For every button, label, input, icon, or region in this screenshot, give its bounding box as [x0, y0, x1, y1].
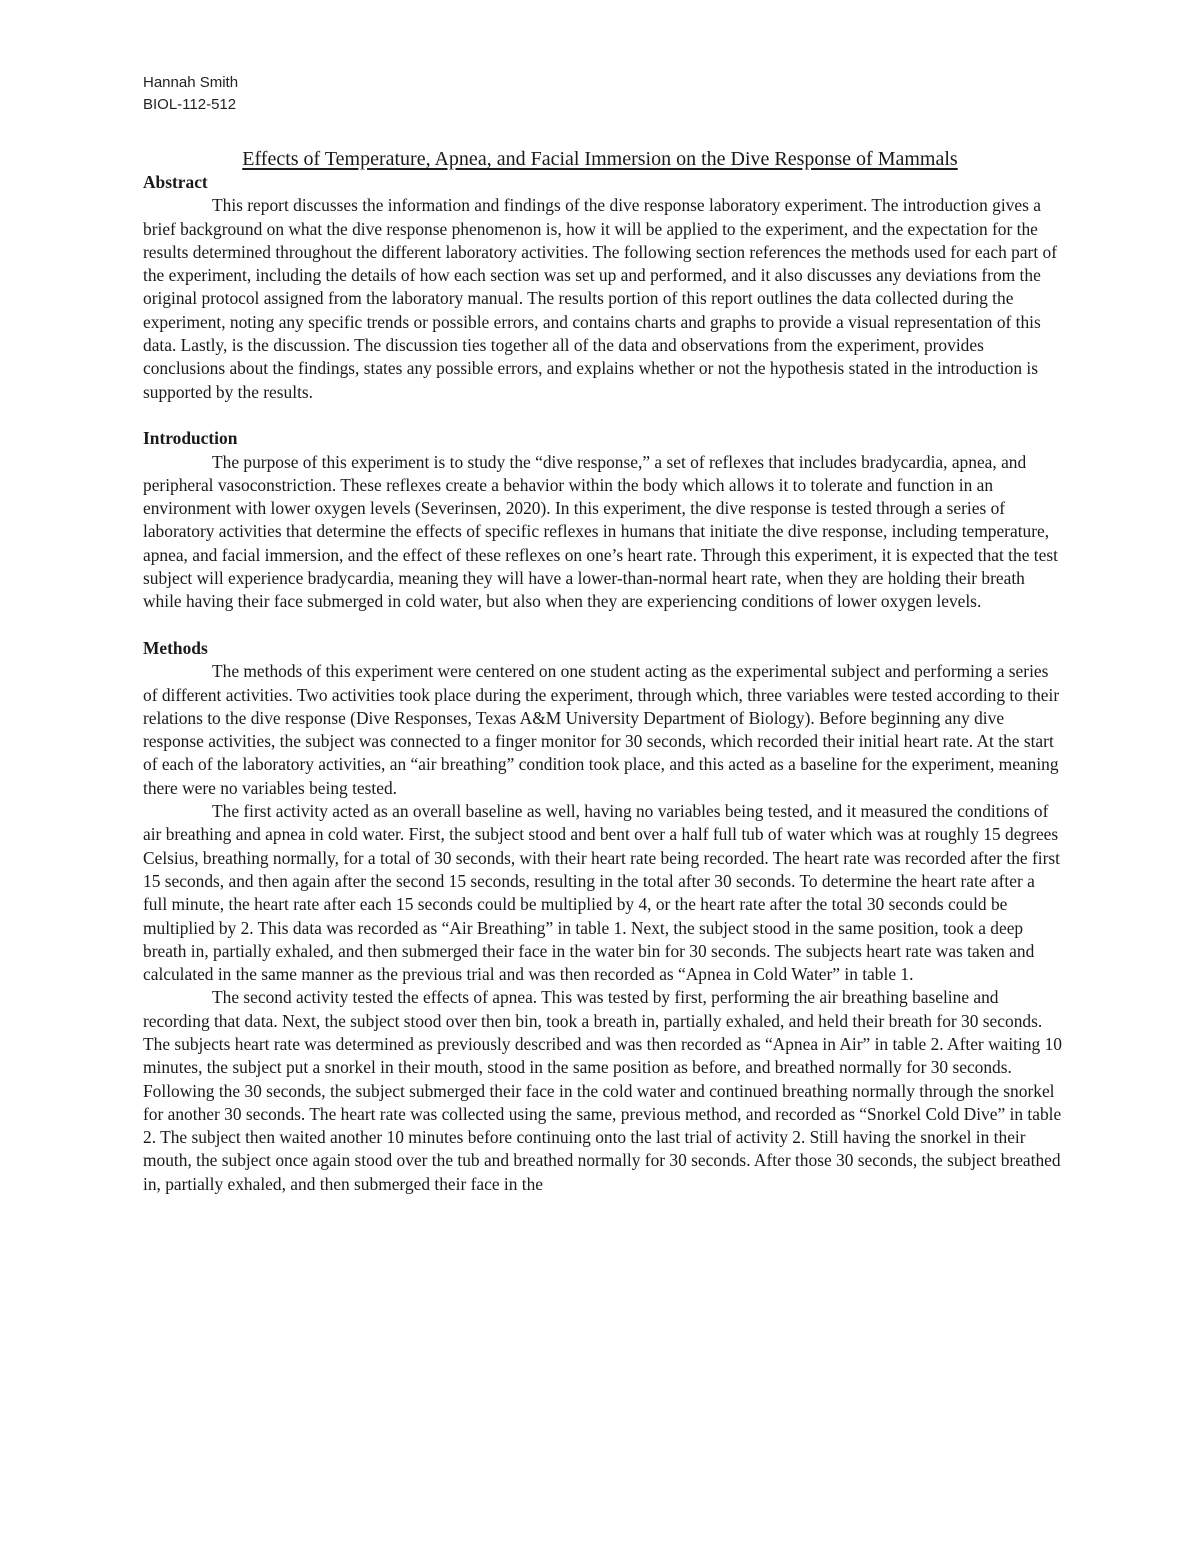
- abstract-section: [143, 171, 1063, 404]
- introduction-heading: Introduction: [143, 428, 238, 449]
- author-name: Hannah Smith: [143, 74, 239, 91]
- introduction-paragraph: The purpose of this experiment is to study the “dive response,” a set of reflexes that includes bradycardia, apnea, and peripheral vasoconstriction. These reflexes create a behavior within the body which allows it to tolerate and function in an environment with lower oxygen levels (Severinsen, 2020). In this experiment, the dive response is tested through a series of laboratory activities that determine the effects of specific reflexes in humans that initiate the dive response, including temperature, apnea, and facial immersion, and the effect of these reflexes on one’s heart rate. Through this experiment, it is expected that the test subject will experience bradycardia, meaning they will have a lower-than-normal heart rate, when they are holding their breath while having their face submerged in cold water, but also when they are experiencing conditions of lower oxygen levels.: [143, 451, 1058, 612]
- methods-section: [143, 637, 1063, 1196]
- methods-heading: Methods: [143, 637, 208, 658]
- report-title: Effects of Temperature, Apnea, and Facial Immersion on the Dive Response of Mammals: [242, 148, 958, 170]
- abstract-heading: Abstract: [143, 172, 208, 192]
- methods-paragraph: The first activity acted as an overall baseline as well, having no variables being tested, and it measured the conditions of air breathing and apnea in cold water. First, the subject stood and bent over a half full tub of water which was at roughly 15 degrees Celsius, breathing normally, for a total of 30 seconds, with their heart rate being recorded. The heart rate was recorded after the first 15 seconds, and then again after the second 15 seconds, resulting in the total after 30 seconds. To determine the heart rate after a full minute, the heart rate after each 15 seconds could be multiplied by 4, or the heart rate after the total 30 seconds could be multiplied by 2. This data was recorded as “Air Breathing” in table 1. Next, the subject stood in the same position, took a deep breath in, partially exhaled, and then submerged their face in the water bin for 30 seconds. The subjects heart rate was taken and calculated in the same manner as the previous trial and was then recorded as “Apnea in Cold Water” in table 1.: [143, 801, 1061, 985]
- methods-paragraph: The methods of this experiment were centered on one student acting as the experimental subject and performing a series of different activities. Two activities took place during the experiment, through which, three variables were tested according to their relations to the dive response (Dive Responses, Texas A&M University Department of Biology). Before beginning any dive response activities, the subject was connected to a finger monitor for 30 seconds, which recorded their initial heart rate. At the start of each of the laboratory activities, an “air breathing” condition took place, and this acted as a baseline for the experiment, meaning there were no variables being tested.: [143, 661, 1060, 798]
- document-header: [143, 72, 238, 116]
- introduction-section: [143, 427, 1063, 613]
- methods-paragraph: The second activity tested the effects of apnea. This was tested by first, performing the air breathing baseline and recording that data. Next, the subject stood over then bin, took a breath in, partially exhaled, and held their breath for 30 seconds. The subjects heart rate was determined as previously described and was then recorded as “Apnea in Air” in table 2. After waiting 10 minutes, the subject put a snorkel in their mouth, stood in the same position as before, and breathed normally for 30 seconds. Following the 30 seconds, the subject submerged their face in the cold water and continued breathing normally through the snorkel for another 30 seconds. The heart rate was collected using the same, previous method, and recorded as “Snorkel Cold Dive” in table 2. The subject then waited another 10 minutes before continuing onto the last trial of activity 2. Still having the snorkel in their mouth, the subject once again stood over the tub and breathed normally for 30 seconds. After those 30 seconds, the subject breathed in, partially exhaled, and then submerged their face in the: [143, 987, 1062, 1194]
- course-code: BIOL-112-512: [143, 96, 237, 113]
- report-body: [143, 171, 1063, 1196]
- abstract-paragraph: This report discusses the information and findings of the dive response laboratory experiment. The introduction gives a brief background on what the dive response phenomenon is, how it will be applied to the experiment, and the expectation for the results determined throughout the different laboratory activities. The following section references the methods used for each part of the experiment, including the details of how each section was set up and performed, and it also discusses any deviations from the original protocol assigned from the laboratory manual. The results portion of this report outlines the data collected during the experiment, noting any specific trends or possible errors, and contains charts and graphs to provide a visual representation of this data. Lastly, is the discussion. The discussion ties together all of the data and observations from the experiment, provides conclusions about the findings, states any possible errors, and explains whether or not the hypothesis stated in the introduction is supported by the results.: [143, 195, 1057, 402]
